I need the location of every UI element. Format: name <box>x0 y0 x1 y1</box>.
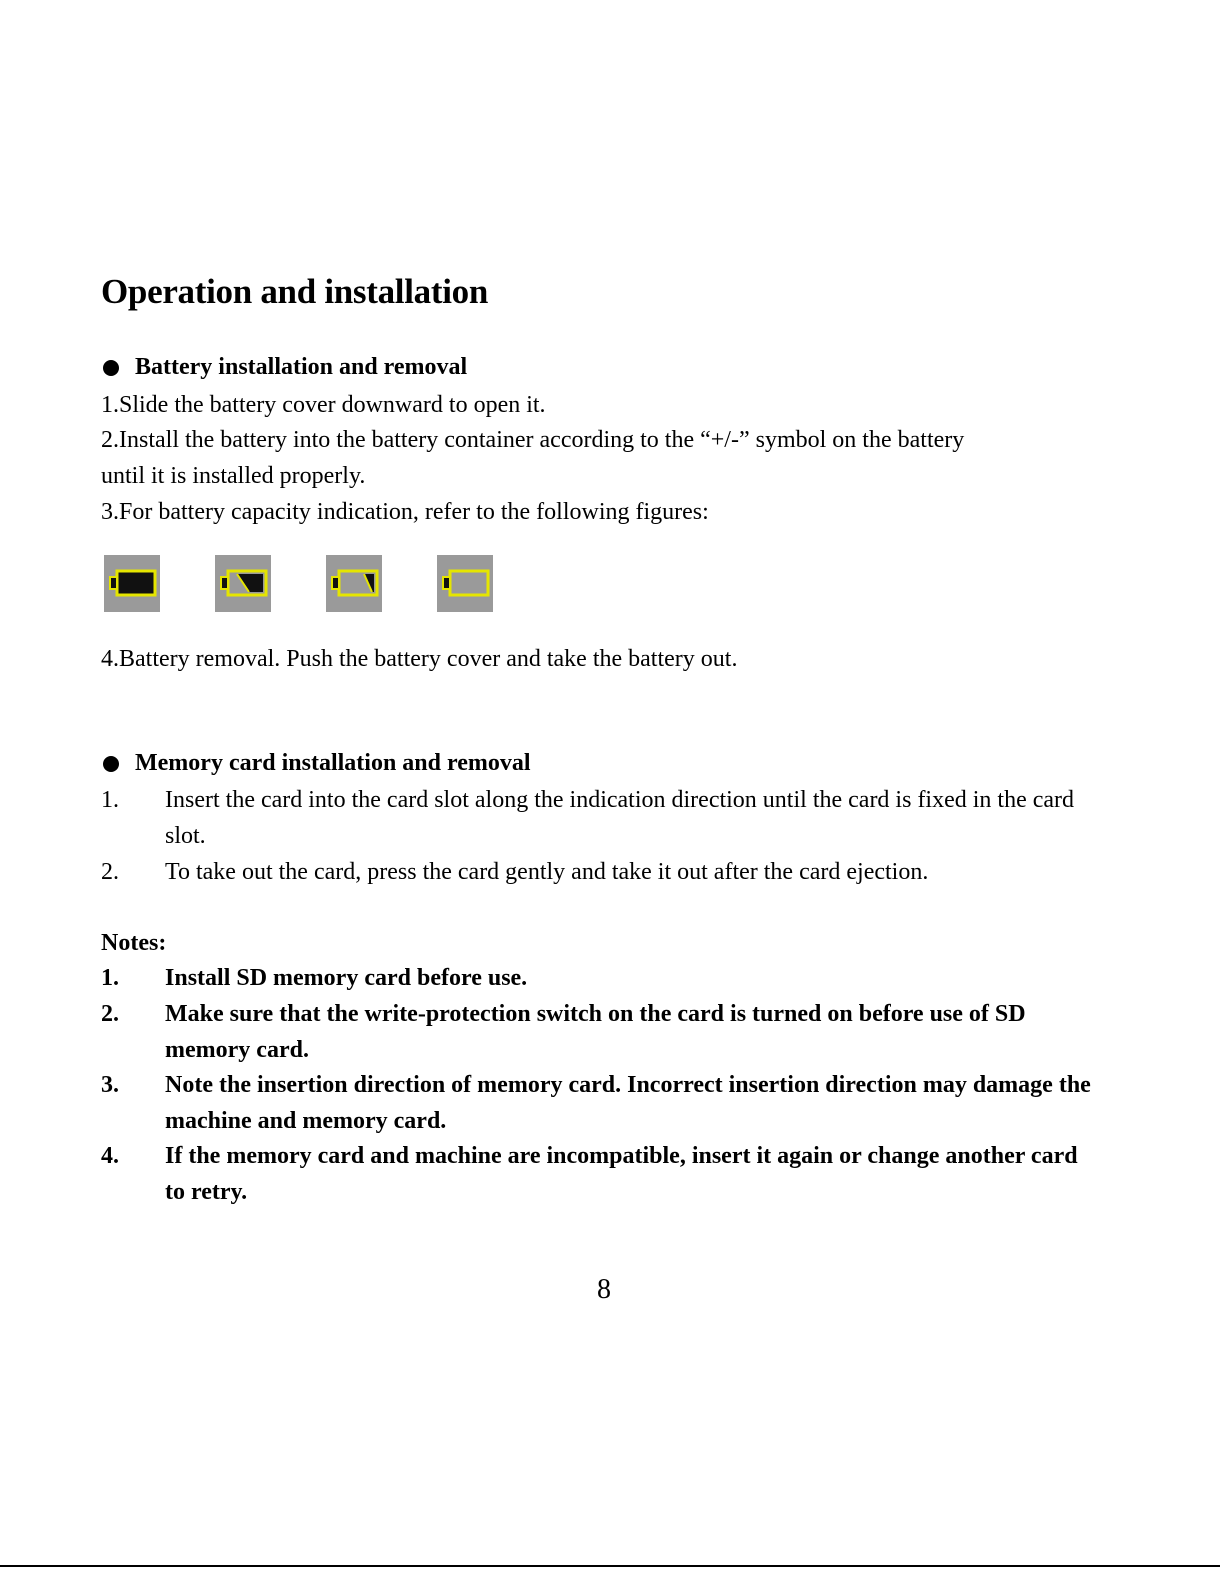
list-text: To take out the card, press the card gently and take it out after the card ejection. <box>165 859 929 885</box>
memory-heading-text: Memory card installation and removal <box>135 750 531 776</box>
battery-step-2-line-1: 2.Install the battery into the battery container according to the “+/-” symbol on the battery <box>101 427 965 453</box>
note-number: 2. <box>101 1001 119 1027</box>
list-number: 2. <box>101 859 119 885</box>
list-text: Insert the card into the card slot along the indication direction until the card is fixed in the card slot. <box>165 787 1075 849</box>
battery-heading-text: Battery installation and removal <box>135 354 468 380</box>
note-item <box>101 1138 1101 1210</box>
page-title: Operation and installation <box>101 272 488 311</box>
bullet-icon <box>103 756 119 772</box>
note-text: Install SD memory card before use. <box>165 965 528 991</box>
note-text: Note the insertion direction of memory card. Incorrect insertion direction may damage the machine and memory card. <box>165 1072 1091 1134</box>
notes-heading: Notes: <box>101 930 167 956</box>
note-item <box>101 996 1101 1068</box>
battery-level-figures <box>104 555 493 612</box>
battery-step-2-line-2: until it is installed properly. <box>101 463 366 489</box>
note-number: 1. <box>101 965 119 991</box>
note-number: 4. <box>101 1143 119 1169</box>
battery-step-1: 1.Slide the battery cover downward to open it. <box>101 392 546 418</box>
page-number: 8 <box>597 1274 611 1305</box>
list-number: 1. <box>101 787 119 813</box>
battery-section-heading <box>101 354 467 381</box>
battery-two-thirds-icon <box>215 555 271 612</box>
memory-list-item <box>101 782 1101 854</box>
bottom-divider <box>0 1565 1220 1567</box>
note-text: If the memory card and machine are incompatible, insert it again or change another card to retry. <box>165 1143 1078 1205</box>
note-text: Make sure that the write-protection switch on the card is turned on before use of SD memory card. <box>165 1001 1026 1063</box>
note-number: 3. <box>101 1072 119 1098</box>
memory-section-heading <box>101 750 531 777</box>
note-item <box>101 1067 1101 1139</box>
battery-one-third-icon <box>326 555 382 612</box>
battery-empty-icon <box>437 555 493 612</box>
battery-full-icon <box>104 555 160 612</box>
battery-step-3: 3.For battery capacity indication, refer to the following figures: <box>101 499 709 525</box>
note-item <box>101 960 1101 996</box>
memory-list-item <box>101 854 1101 890</box>
battery-step-4: 4.Battery removal. Push the battery cover and take the battery out. <box>101 646 738 672</box>
bullet-icon <box>103 360 119 376</box>
